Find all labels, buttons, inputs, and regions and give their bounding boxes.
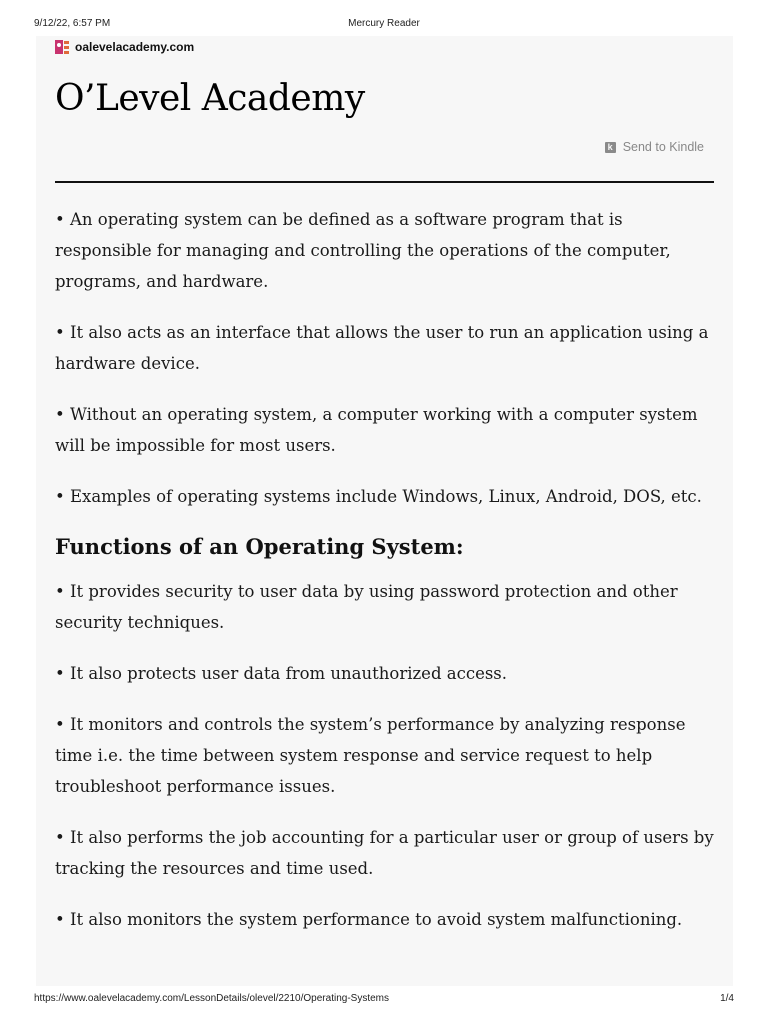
title-divider [55, 181, 714, 183]
reader-card [36, 36, 733, 986]
send-to-kindle-label: Send to Kindle [622, 140, 704, 154]
kindle-icon: k [605, 142, 616, 153]
intro-point: • It also acts as an interface that allows the user to run an application using a hardware device. [55, 323, 709, 373]
function-point: • It monitors and controls the system’s performance by analyzing response time i.e. the time between system response and service request to help troubleshoot performance issues. [55, 715, 686, 796]
print-title: Mercury Reader [348, 18, 420, 29]
page-title: O’Level Academy [55, 78, 365, 119]
site-domain: oalevelacademy.com [75, 40, 195, 54]
function-point: • It provides security to user data by using password protection and other security techniques. [55, 582, 678, 632]
intro-point: • Examples of operating systems include Windows, Linux, Android, DOS, etc. [55, 487, 702, 506]
print-url[interactable]: https://www.oalevelacademy.com/LessonDetails/olevel/2210/Operating-Systems [34, 993, 389, 1004]
print-date: 9/12/22, 6:57 PM [34, 18, 111, 29]
section-heading: Functions of an Operating System: [55, 534, 464, 559]
site-link[interactable] [55, 40, 194, 54]
intro-point: • Without an operating system, a computer working with a computer system will be impossible for most users. [55, 405, 698, 455]
function-point: • It also monitors the system performance to avoid system malfunctioning. [55, 910, 683, 929]
article-body [55, 204, 720, 955]
site-favicon-icon [55, 40, 69, 54]
print-page-number: 1/4 [720, 993, 734, 1004]
send-to-kindle-button[interactable] [605, 140, 704, 154]
intro-point: • An operating system can be defined as a software program that is responsible for managing and controlling the operations of the computer, programs, and hardware. [55, 210, 671, 291]
function-point: • It also protects user data from unauthorized access. [55, 664, 508, 683]
function-point: • It also performs the job accounting for a particular user or group of users by tracking the resources and time used. [55, 828, 714, 878]
